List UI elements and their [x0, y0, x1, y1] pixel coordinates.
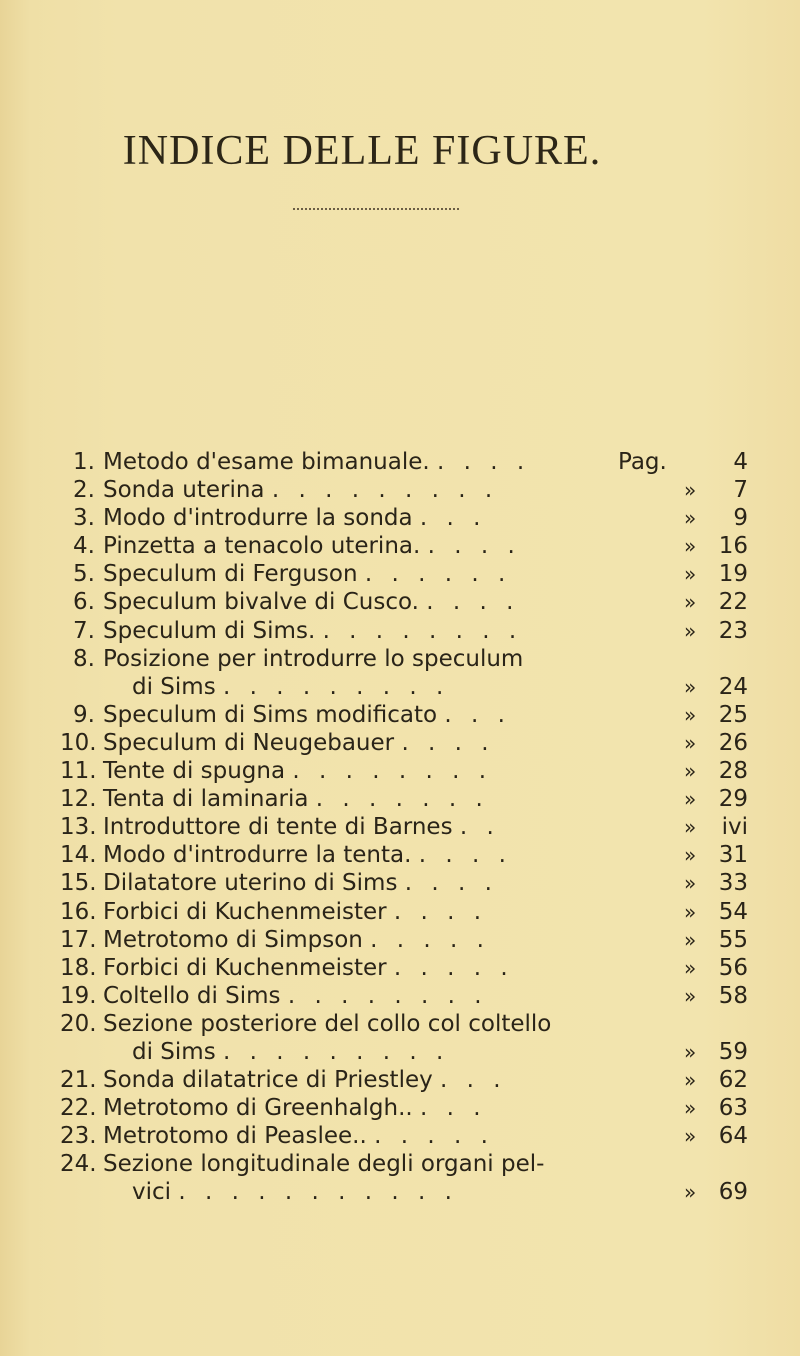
entry-page: 7	[733, 477, 748, 504]
entry-title: Metrotomo di Peaslee.. . . . . .	[103, 1123, 494, 1150]
entry-page: 33	[718, 870, 748, 897]
entry-title: Coltello di Sims . . . . . . . .	[103, 982, 488, 1009]
ditto-mark: »	[684, 478, 697, 503]
title-dotted-rule	[293, 208, 459, 210]
entry-page: 56	[718, 954, 748, 981]
entry-number: 16.	[60, 898, 97, 925]
entry-number: 12.	[60, 786, 97, 813]
entry-page: 29	[718, 786, 748, 813]
ditto-mark: »	[684, 1068, 697, 1093]
index-entry	[60, 504, 750, 532]
entry-title: Forbici di Kuchenmeister . . . .	[103, 898, 488, 925]
index-entry	[60, 757, 750, 785]
ditto-mark: »	[684, 899, 697, 924]
index-entry	[60, 898, 750, 926]
index-entry	[60, 869, 750, 897]
ditto-mark: »	[684, 534, 697, 559]
entry-title: Introduttore di tente di Barnes . .	[103, 814, 500, 841]
entry-number: 17.	[60, 926, 97, 953]
index-entry	[60, 448, 750, 476]
entry-page: 25	[718, 701, 748, 728]
entry-number: 2.	[73, 477, 95, 504]
entry-title-continued: di Sims . . . . . . . . .	[132, 673, 450, 700]
ditto-mark: »	[684, 702, 697, 727]
ditto-mark: »	[684, 983, 697, 1008]
entry-page: ivi	[721, 814, 748, 841]
ditto-mark: »	[684, 815, 697, 840]
entry-number: 9.	[73, 701, 95, 728]
entry-page: 19	[718, 561, 748, 588]
entry-title: Sezione longitudinale degli organi pel-	[103, 1151, 545, 1178]
entry-number: 8.	[73, 645, 95, 672]
entry-page: 59	[718, 1038, 748, 1065]
entry-number: 15.	[60, 870, 97, 897]
index-entry	[60, 1066, 750, 1094]
index-entry	[60, 1094, 750, 1122]
entry-number: 5.	[73, 561, 95, 588]
index-entry	[60, 926, 750, 954]
entry-number: 6.	[73, 589, 95, 616]
entry-title: Modo d'introdurre la sonda . . .	[103, 505, 487, 532]
entry-title: Forbici di Kuchenmeister . . . . .	[103, 954, 514, 981]
entry-title: Sezione posteriore del collo col coltello	[103, 1010, 552, 1037]
entry-number: 11.	[60, 758, 97, 785]
page-title	[0, 127, 800, 175]
entry-page: 69	[718, 1179, 748, 1206]
entry-number: 14.	[60, 842, 97, 869]
entry-title: Pinzetta a tenacolo uterina. . . . .	[103, 533, 521, 560]
ditto-mark: »	[684, 674, 697, 699]
entry-title: Tenta di laminaria . . . . . . .	[103, 786, 489, 813]
entry-title: Tente di spugna . . . . . . . .	[103, 758, 493, 785]
ditto-mark: »	[684, 1039, 697, 1064]
entry-number: 20.	[60, 1010, 97, 1037]
entry-title: Posizione per introdurre lo speculum	[103, 645, 524, 672]
ditto-mark: »	[684, 927, 697, 952]
ditto-mark: »	[684, 787, 697, 812]
index-entry	[60, 1010, 750, 1066]
entry-number: 18.	[60, 954, 97, 981]
entry-number: 4.	[73, 533, 95, 560]
ditto-mark: »	[684, 562, 697, 587]
entry-title-continued: vici . . . . . . . . . . .	[132, 1179, 458, 1206]
entry-number: 23.	[60, 1123, 97, 1150]
ditto-mark: »	[684, 730, 697, 755]
entry-page: 16	[718, 533, 748, 560]
entry-page: 23	[718, 617, 748, 644]
entry-title: Sonda dilatatrice di Priestley . . .	[103, 1067, 507, 1094]
entry-page: 26	[718, 729, 748, 756]
ditto-mark: »	[684, 1180, 697, 1205]
entry-page: 24	[718, 673, 748, 700]
entry-page: 55	[718, 926, 748, 953]
entry-title: Speculum di Ferguson . . . . . .	[103, 561, 512, 588]
ditto-mark: »	[684, 955, 697, 980]
entry-page: 63	[718, 1095, 748, 1122]
index-entry	[60, 954, 750, 982]
index-entry	[60, 982, 750, 1010]
entry-title: Speculum di Neugebauer . . . .	[103, 729, 495, 756]
ditto-mark: »	[684, 871, 697, 896]
entry-number: 10.	[60, 729, 97, 756]
entry-number: 22.	[60, 1095, 97, 1122]
entry-page: 54	[718, 898, 748, 925]
index-entry	[60, 1122, 750, 1150]
index-entry	[60, 645, 750, 701]
entry-title: Metodo d'esame bimanuale. . . . .	[103, 449, 531, 475]
entry-page: 28	[718, 758, 748, 785]
ditto-mark: »	[684, 759, 697, 784]
entry-title: Sonda uterina . . . . . . . . .	[103, 477, 499, 504]
index-entry	[60, 476, 750, 504]
index-entry	[60, 729, 750, 757]
entry-number: 7.	[73, 617, 95, 644]
entry-page: 58	[718, 982, 748, 1009]
index-entry	[60, 588, 750, 616]
entry-title: Modo d'introdurre la tenta. . . . .	[103, 842, 512, 869]
entry-title: Dilatatore uterino di Sims . . . .	[103, 870, 498, 897]
entry-page: 9	[733, 505, 748, 532]
ditto-mark: »	[684, 1124, 697, 1149]
index-entry	[60, 701, 750, 729]
ditto-mark: »	[684, 590, 697, 615]
index-entry	[60, 560, 750, 588]
entry-title: Speculum di Sims. . . . . . . . .	[103, 617, 523, 644]
entry-page: 64	[718, 1123, 748, 1150]
entry-title: Metrotomo di Greenhalgh.. . . .	[103, 1095, 487, 1122]
entry-page: 62	[718, 1067, 748, 1094]
entry-page: 4	[733, 449, 748, 475]
index-entry	[60, 841, 750, 869]
entry-title: Speculum di Sims modificato . . .	[103, 701, 511, 728]
entry-page: 31	[718, 842, 748, 869]
entry-page: 22	[718, 589, 748, 616]
index-entry	[60, 532, 750, 560]
ditto-mark: »	[684, 843, 697, 868]
ditto-mark: »	[684, 506, 697, 531]
page-title-text: INDICE DELLE FIGURE.	[122, 128, 602, 174]
index-entry	[60, 1150, 750, 1206]
entry-title: Metrotomo di Simpson . . . . .	[103, 926, 490, 953]
entry-number: 19.	[60, 982, 97, 1009]
index-entry	[60, 785, 750, 813]
ditto-mark: »	[684, 1096, 697, 1121]
entry-title-continued: di Sims . . . . . . . . .	[132, 1038, 450, 1065]
entry-number: 3.	[73, 505, 95, 532]
pag-label: Pag.	[618, 449, 667, 475]
figure-index-list	[60, 448, 750, 1207]
entry-title: Speculum bivalve di Cusco. . . . .	[103, 589, 520, 616]
entry-number: 24.	[60, 1151, 97, 1178]
index-entry	[60, 617, 750, 645]
entry-number: 21.	[60, 1067, 97, 1094]
ditto-mark: »	[684, 618, 697, 643]
entry-number: 13.	[60, 814, 97, 841]
entry-number: 1.	[73, 449, 95, 475]
index-entry	[60, 813, 750, 841]
